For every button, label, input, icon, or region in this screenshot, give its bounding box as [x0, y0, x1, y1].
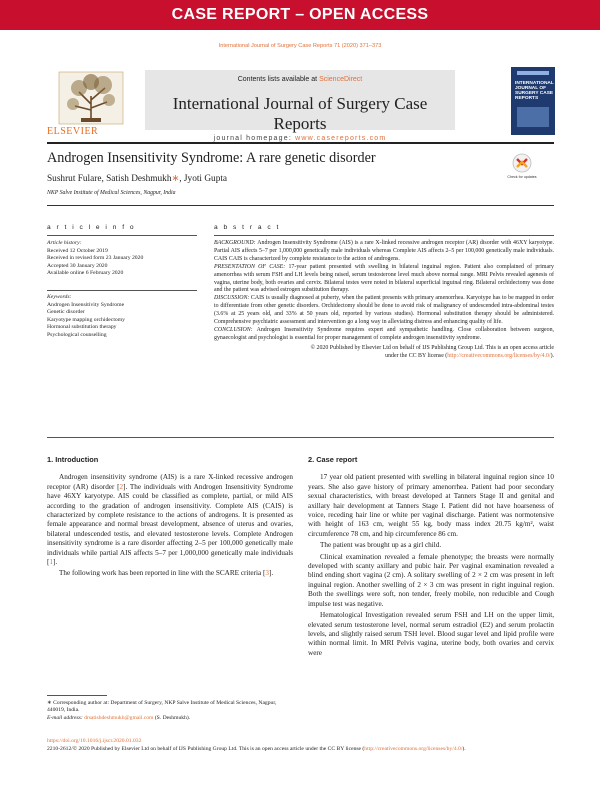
reference-link[interactable]: 3 — [265, 569, 269, 578]
info-top-rule — [47, 205, 554, 206]
intro-paragraph — [47, 473, 293, 567]
keyword-item: Psychological counselling — [47, 331, 107, 338]
history-item: Accepted 30 January 2020 — [47, 262, 108, 269]
corresponding-author-note: ∗ Corresponding author at: Department of Surgery, NKP Salve Institute of Medical Sciences, Nagpur, 440019, India. — [47, 700, 277, 714]
sciencedirect-link[interactable]: ScienceDirect — [319, 76, 363, 83]
license-text: 2210-2612/© 2020 Published by Elsevier Ltd on behalf of IJS Publishing Group Ltd. This is an open access article under the CC BY license ( — [47, 745, 365, 752]
discussion-text: CAIS is usually diagnosed at puberty, when the patient presents with primary amenorrhea. Karyotype has to be mapped in order to differentiate from other genetic disorders. Orchidectomy should be done to avoid risk of malignancy of undescended intra-abdominal testes (3.6% at 25 years old, and 33% at 50 years old, reported by various studies). Hormonal substitution therapy should be administered. Comprehensive psychiatric assessment and intervention go a long way in alleviating distress and enhancing quality of life. — [214, 295, 554, 326]
copyright-text-3: ). — [550, 352, 554, 359]
conclusion-text: Androgen Insensitivity Syndrome requires expert and sympathetic handling. Close collaboration between surgeon, gynaecologist and psychologist is essential for proper management of complete androgen insensitivity syndrome. — [214, 326, 554, 341]
intro-text-2: ]. The individuals with Androgen Insensitivity Syndrome have 46XY karyotype. AIS could be classified as complete, partial, or mild AIS according to the gradation of androgen insensitivity. Complete AIS (CAIS) is characterized by complete resistance to the actions of androgens. It is presented as female appearance and normal breast development, absence of uterus and ovaries, bilateral undescended testis, and elevated testosterone levels. Complete Androgen insensitivity syndrome is a rare disorder affecting 2–5 per 100,000 genetically male individuals while partial AIS affects 5–7 per 1,000,000 genetically male individuals [ — [47, 482, 293, 567]
abstract-background — [214, 240, 554, 264]
history-item: Received in revised form 23 January 2020 — [47, 255, 144, 262]
abstract-conclusion — [214, 327, 554, 343]
case-report-section — [308, 455, 554, 660]
elsevier-tree-logo — [47, 70, 137, 134]
email-line — [47, 715, 293, 722]
abstract-presentation — [214, 264, 554, 296]
background-label: BACKGROUND: — [214, 240, 258, 246]
abstract-discussion — [214, 295, 554, 327]
background-text: Androgen Insensitivity Syndrome (AIS) is a rare X-linked recessive androgen receptor (AR) disorder with 46XY karyotype. Partial AIS affects 5–7 per 1,000,000 genetically male individuals whereas Complete AIS affects 2–5 per 100,000 genetically male individuals. CAIS CAIS is characterized by complete resistance to the action of androgens. — [214, 240, 554, 262]
abstract-copyright — [214, 345, 554, 361]
abstract-rule — [214, 235, 554, 236]
intro-text: Androgen insensitivity syndrome (AIS) is a rare X-linked recessive androgen receptor (AR) disorder [ — [47, 473, 293, 491]
article-info-heading: a r t i c l e i n f o — [47, 224, 136, 231]
authors-text-2: , Jyoti Gupta — [179, 174, 228, 184]
journal-header — [47, 60, 554, 140]
affiliation: NKP Salve Institute of Medical Sciences, Nagpur, India — [47, 190, 176, 196]
history-label: Article history: — [47, 240, 82, 246]
case-paragraph: Hematological Investigation revealed serum FSH and LH on the upper limit, elevated serum testosterone level, normal serum estradiol (E2) and serum prolactin levels, and slightly raised serum TSH level. Blood sugar level and lipid profile were within normal limit. In MRI Pelvis vagina, uterine body, both ovaries and cervix were — [308, 611, 554, 657]
homepage-link[interactable]: www.casereports.com — [295, 135, 387, 142]
cover-band — [517, 71, 549, 75]
keyword-item: Karyotype mapping orchidectomy — [47, 316, 126, 323]
intro-text-3: ]. — [53, 558, 58, 567]
author-list — [47, 173, 227, 184]
journal-cover-thumbnail[interactable] — [511, 67, 555, 135]
discussion-label: DISCUSSION: — [214, 295, 251, 302]
article-info-rule — [47, 235, 197, 236]
copyright-text-2: under the CC BY license ( — [385, 352, 448, 359]
case-paragraph: The patient was brought up as a girl child. — [320, 541, 442, 550]
case-paragraph: Clinical examination revealed a female phenotype; the breasts were normally developed with scanty axillary and pubic hair. Per vaginal examination revealed a blind ending short vagina (2 cm). A solitary swelling of 2 × 2 cm was present in left inguinal region. Another swelling of 2 × 3 cm was present in right inguinal region. Both the swellings were soft, non tender, freely mobile, non reducible and Cough impulse test was negative. — [308, 552, 554, 608]
doi-link[interactable]: https://doi.org/10.1016/j.ijscr.2020.01.032 — [47, 738, 142, 744]
footnote — [47, 700, 293, 722]
conclusion-label: CONCLUSION: — [214, 326, 257, 333]
case-paragraph: 17 year old patient presented with swelling in bilateral inguinal region since 10 years. She also gave history of primary amenorrhea. Patient had poor secondary sexual characteristics, with breast developed at Tanners Stage II and genital and axillary hair development at Tanners Stage I. Patient did not have hoarseness of voice, receding hair line or white per vaginal discharge. Patient was normotensive with height of 163 cm, weight 55 kg, body mass index 20.75 kg/m², waist circumference 78 cm, and hip circumference 86 cm. — [308, 473, 554, 538]
email-label: E-mail address: — [47, 714, 85, 721]
crossmark-icon[interactable] — [507, 153, 537, 181]
license-link[interactable]: http://creativecommons.org/licenses/by/4.0/ — [447, 352, 551, 359]
history-item: Available online 6 February 2020 — [47, 270, 124, 277]
introduction-section — [47, 455, 293, 581]
presentation-text: 17-year patient presented with swelling in bilateral inguinal region. Patient also complained of primary amenorrhea with serum FSH and LH levels being raised, serum testosterone level much above normal range. MRI Pelvis revealed agenesis of vagina, uterine body, both ovaries and cervix. Bilateral testes were noted in bilateral superficial inguinal ring. Bilateral orchidectomy was done and the patient was advised estrogen substitution therapy. — [214, 263, 554, 294]
introduction-heading: 1. Introduction — [47, 455, 99, 464]
keywords-label: Keywords: — [47, 294, 72, 300]
intro-paragraph-2 — [47, 569, 293, 578]
intro-text-5: ]. — [268, 569, 274, 578]
journal-citation[interactable]: International Journal of Surgery Case Reports 71 (2020) 371–373 — [218, 43, 382, 49]
intro-text-4: The following work has been reported in line with the SCARE criteria [ — [59, 569, 266, 578]
copyright-text: © 2020 Published by Elsevier Ltd on behalf of IJS Publishing Group Ltd. This is an open access article — [310, 344, 554, 351]
homepage-line — [145, 135, 455, 142]
keyword-item: Genetic disorder — [47, 309, 85, 316]
elsevier-wordmark[interactable]: ELSEVIER — [47, 126, 99, 137]
page-bottom — [47, 738, 554, 753]
case-report-heading: 2. Case report — [308, 455, 358, 464]
license-text-2: ). — [462, 745, 466, 752]
contents-line — [145, 76, 455, 83]
homepage-prefix: journal homepage: — [213, 135, 296, 142]
license-line — [47, 746, 554, 754]
journal-title: International Journal of Surgery Case Reports — [172, 94, 428, 133]
email-link[interactable]: drsatishdeshmukh@gmail.com — [84, 714, 154, 721]
corresponding-mark[interactable]: ∗ — [171, 174, 180, 184]
contents-prefix: Contents lists available at — [237, 76, 320, 83]
cover-image — [517, 107, 549, 127]
keywords-rule — [47, 290, 197, 291]
abstract-body — [214, 240, 554, 361]
footnote-rule — [47, 695, 107, 696]
case-report-banner: CASE REPORT – OPEN ACCESS — [0, 0, 600, 30]
header-rule — [47, 142, 554, 144]
keyword-item: Androgen Insensitivity Syndrome — [47, 301, 125, 308]
abstract-heading: a b s t r a c t — [214, 224, 281, 231]
keyword-item: Hormonal substitution therapy — [47, 324, 117, 331]
body-top-rule — [47, 437, 554, 438]
crossmark-label: Check for updates — [507, 175, 537, 179]
reference-link[interactable]: 2 — [119, 482, 124, 491]
reference-link[interactable]: 1 — [49, 558, 53, 567]
authors-text: Sushrut Fulare, Satish Deshmukh — [47, 174, 172, 184]
email-suffix: (S. Deshmukh). — [153, 714, 191, 721]
license-link-bottom[interactable]: http://creativecommons.org/licenses/by/4.0/ — [364, 745, 463, 752]
cover-title: INTERNATIONAL JOURNAL OF SURGERY CASE REPORTS — [515, 81, 554, 101]
article-title: Androgen Insensitivity Syndrome: A rare genetic disorder — [47, 150, 376, 166]
article-history — [47, 240, 143, 278]
history-item: Received 12 October 2019 — [47, 247, 108, 254]
journal-title-panel — [145, 70, 455, 133]
keywords — [47, 294, 125, 340]
presentation-label: PRESENTATION OF CASE: — [214, 263, 289, 270]
